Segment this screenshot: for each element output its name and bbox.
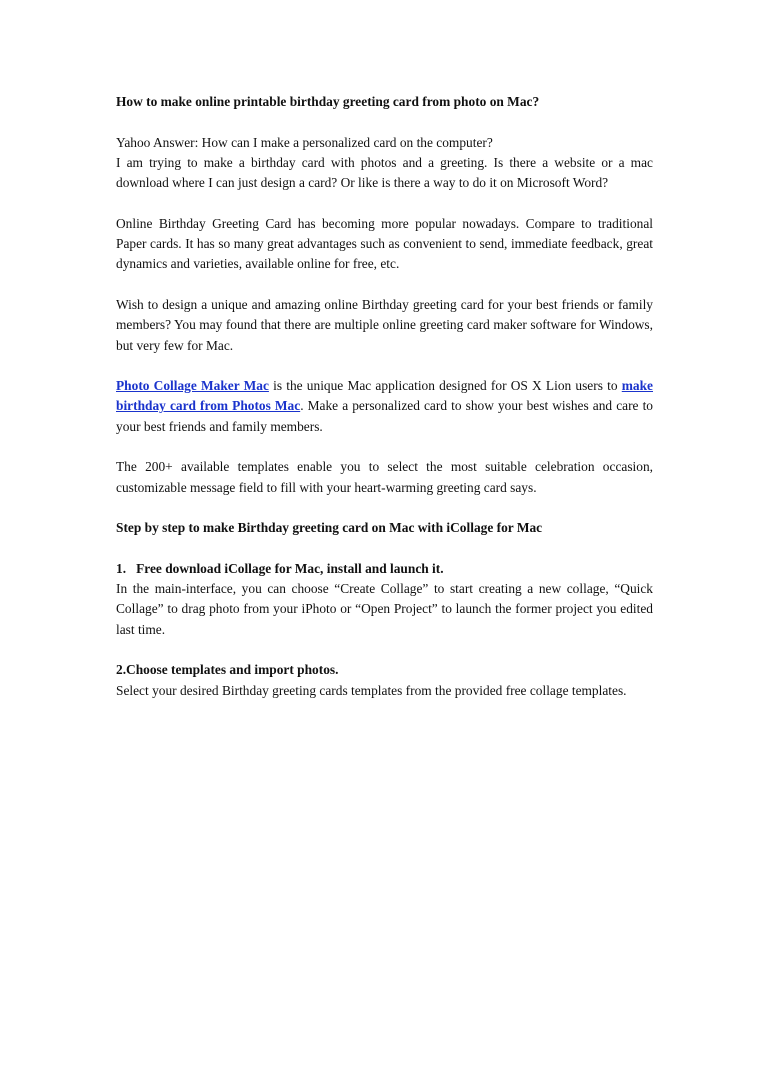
app-text-1: is the unique Mac application designed for OS X Lion users to [268, 378, 622, 394]
photo-collage-maker-link[interactable]: Photo Collage Maker Mac [116, 378, 269, 394]
make-birthday-card-link[interactable]: make birthday card from Photos Mac [116, 378, 653, 414]
document-page [116, 92, 653, 721]
step1-body: In the main-interface, you can choose “Create Collage” to start creating a new collage, “Quick Collage” to drag photo from your iPhoto or “Open Project” to launch the former project you edited last time. [116, 581, 653, 637]
wish-paragraph: Wish to design a unique and amazing online Birthday greeting card for your best friends or family members? You may found that there are multiple online greeting card maker software for Windows, but very few for Mac. [116, 296, 653, 353]
step1-section [116, 559, 653, 640]
app-paragraph [116, 376, 653, 437]
step2-section [116, 660, 653, 701]
step2-heading: 2.Choose templates and import photos. [116, 662, 339, 678]
question-paragraph [116, 133, 653, 194]
document-title: How to make online printable birthday greeting card from photo on Mac? [116, 94, 540, 109]
online-card-paragraph: Online Birthday Greeting Card has becoming more popular nowadays. Compare to traditional Paper cards. It has so many great advantages such as convenient to send, immediate feedback, great dynamics and varieties, available online for free, etc. [116, 215, 653, 272]
question-body: I am trying to make a birthday card with photos and a greeting. Is there a website or a mac download where I can just design a card? Or like is there a way to do it on Microsoft Word? [116, 154, 653, 191]
templates-paragraph: The 200+ available templates enable you to select the most suitable celebration occasion, customizable message field to fill with your heart-warming greeting card says. [116, 459, 653, 495]
app-text-2: . Make a personalized card to show your best wishes and care to your best friends and family members. [116, 398, 653, 434]
steps-heading: Step by step to make Birthday greeting card on Mac with iCollage for Mac [116, 520, 543, 536]
step1-heading: 1. Free download iCollage for Mac, install and launch it. [116, 560, 444, 576]
question-first-line: Yahoo Answer: How can I make a personalized card on the computer? [116, 134, 493, 150]
step2-body: Select your desired Birthday greeting cards templates from the provided free collage templates. [116, 682, 627, 698]
